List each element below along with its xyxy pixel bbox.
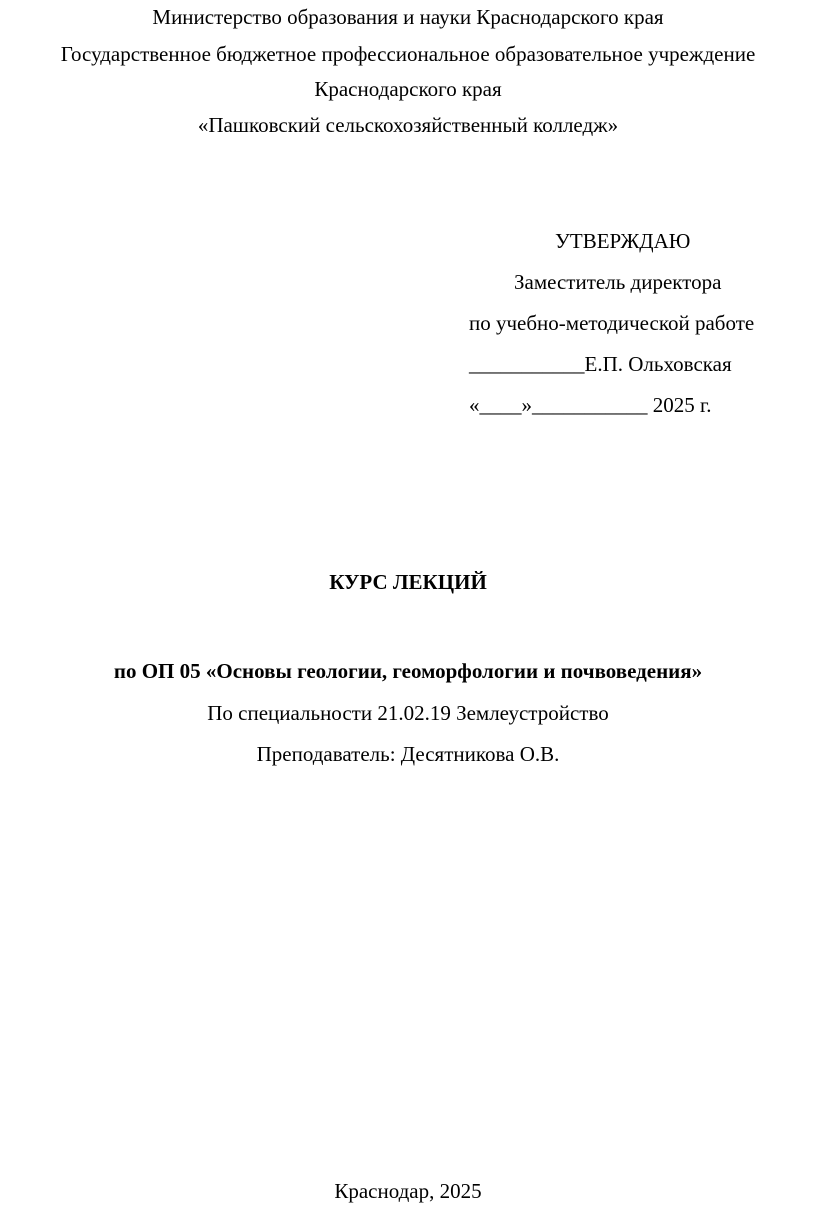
document-specialty: По специальности 21.02.19 Землеустройство [207,701,609,725]
place-and-year: Краснодар, 2025 [334,1179,482,1203]
approval-position-line2: по учебно-методической работе [469,311,755,335]
document-subject: по ОП 05 «Основы геологии, геоморфологии и почвоведения» [113,659,703,683]
approval-position-line1: Заместитель директора [514,270,722,294]
institution-name-line1: Государственное бюджетное профессиональное образовательное учреждение [60,42,756,66]
approval-signature: ___________Е.П. Ольховская [469,352,732,376]
approval-title: УТВЕРЖДАЮ [555,229,691,253]
college-name: «Пашковский сельскохозяйственный колледж» [197,113,619,137]
document-teacher: Преподаватель: Десятникова О.В. [256,742,560,766]
ministry-name: Министерство образования и науки Краснодарского края [152,5,664,29]
approval-date: «____»___________ 2025 г. [469,393,712,417]
document-title: КУРС ЛЕКЦИЙ [329,570,487,594]
institution-name-line2: Краснодарского края [314,77,502,101]
